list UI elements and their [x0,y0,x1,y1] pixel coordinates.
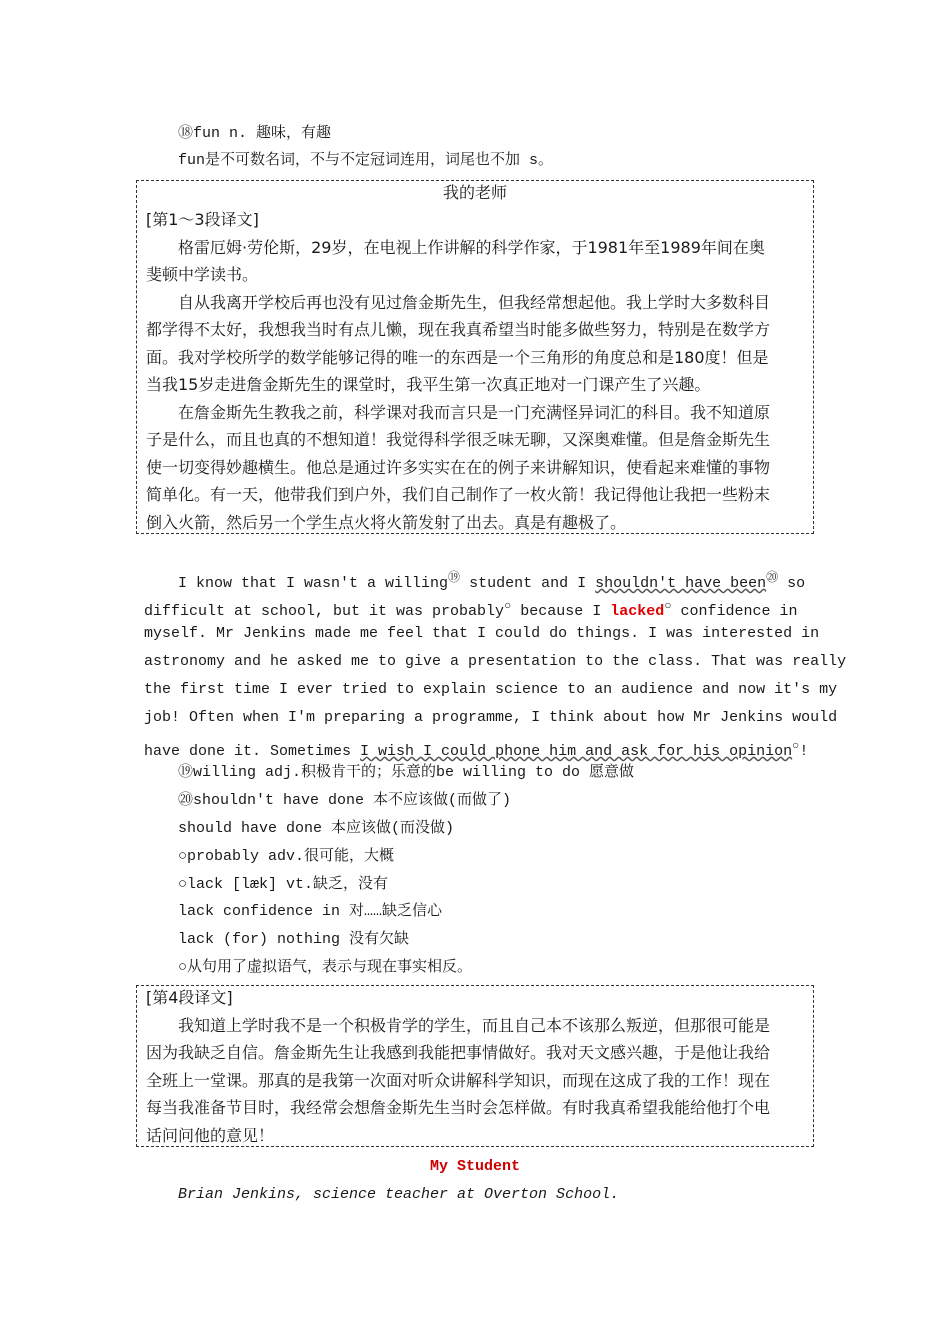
translation-line: 都学得不太好，我想我当时有点儿懒，现在我真希望当时能多做些努力，特别是在数学方 [146,320,771,339]
vocab-note: lack (for) nothing 没有欠缺 [178,931,410,948]
translation-line: 简单化。有一天，他带我们到户外，我们自己制作了一枚火箭！我记得他让我把一些粉末 [146,485,771,504]
translation-line: 我知道上学时我不是一个积极肯学的学生，而且自己本不该那么叛逆，但那很可能是 [178,1016,771,1035]
translation-line: 话问问他的意见！ [146,1126,275,1145]
translation-line: 倒入火箭，然后另一个学生点火将火箭发射了出去。真是有趣极了。 [146,513,627,532]
english-line: difficult at school, but it was probably○ because I lacked○ confidence in [144,599,798,620]
translation-para-tag: [第4段译文] [146,988,233,1007]
vocab-note: lack confidence in 对……缺乏信心 [178,903,443,920]
english-line: job! Often when I'm preparing a programme, I think about how Mr Jenkins would [144,709,838,726]
section-title: My Student [429,1158,520,1175]
translation-line: 格雷厄姆·劳伦斯，29岁，在电视上作讲解的科学作家，于1981年至1989年间在奥 [178,238,765,257]
highlight-lacked: lacked [610,603,665,620]
vocab-note: should have done 本应该做(而没做) [178,820,455,837]
vocab-note-fun-usage: fun是不可数名词，不与不定冠词连用，词尾也不加 s。 [178,152,554,169]
english-line: myself. Mr Jenkins made me feel that I could do things. I was interested in [144,625,820,642]
translation-line: 使一切变得妙趣横生。他总是通过许多实实在在的例子来讲解知识，使看起来难懂的事物 [146,458,771,477]
english-line: I know that I wasn't a willing⑲ student and I shouldn't have been⑳ so [178,571,806,592]
translation-para-tag: [第1～3段译文] [146,210,259,229]
english-line: astronomy and he asked me to give a presentation to the class. That was really [144,653,847,670]
vocab-note-fun: ⑱fun n. 趣味，有趣 [178,125,332,142]
translation-box-2 [136,985,814,1147]
translation-line: 在詹金斯先生教我之前，科学课对我而言只是一门充满怪异词汇的科目。我不知道原 [178,403,771,422]
byline: Brian Jenkins, science teacher at Overton School. [178,1186,620,1203]
translation-line: 自从我离开学校后再也没有见过詹金斯先生，但我经常想起他。我上学时大多数科目 [178,293,771,312]
vocab-note: ○probably adv.很可能，大概 [178,848,395,865]
translation-line: 子是什么，而且也真的不想知道！我觉得科学很乏味无聊，又深奥难懂。但是詹金斯先生 [146,430,771,449]
translation-line: 因为我缺乏自信。詹金斯先生让我感到我能把事情做好。我对天文感兴趣，于是他让我给 [146,1043,771,1062]
english-line: the first time I ever tried to explain science to an audience and now it's my [144,681,838,698]
translation-line: 每当我准备节目时，我经常会想詹金斯先生当时会怎样做。有时我真希望我能给他打个电 [146,1098,771,1117]
translation-line: 全班上一堂课。那真的是我第一次面对听众讲解科学知识，而现在这成了我的工作！现在 [146,1071,771,1090]
translation-line: 当我15岁走进詹金斯先生的课堂时，我平生第一次真正地对一门课产生了兴趣。 [146,375,711,394]
translation-heading: 我的老师 [442,183,507,202]
translation-line: 面。我对学校所学的数学能够记得的唯一的东西是一个三角形的角度总和是180度！但是 [146,348,769,367]
english-line: have done it. Sometimes I wish I could phone him and ask for his opinion○! [144,739,809,760]
vocab-note: ○lack [læk] vt.缺乏，没有 [178,876,389,893]
translation-line: 斐顿中学读书。 [146,265,259,284]
vocab-note: ⑲willing adj.积极肯干的；乐意的be willing to do 愿意做 [178,764,635,781]
vocab-note: ⑳shouldn't have done 本不应该做(而做了) [178,792,512,809]
vocab-note: ○从句用了虚拟语气，表示与现在事实相反。 [178,959,473,976]
